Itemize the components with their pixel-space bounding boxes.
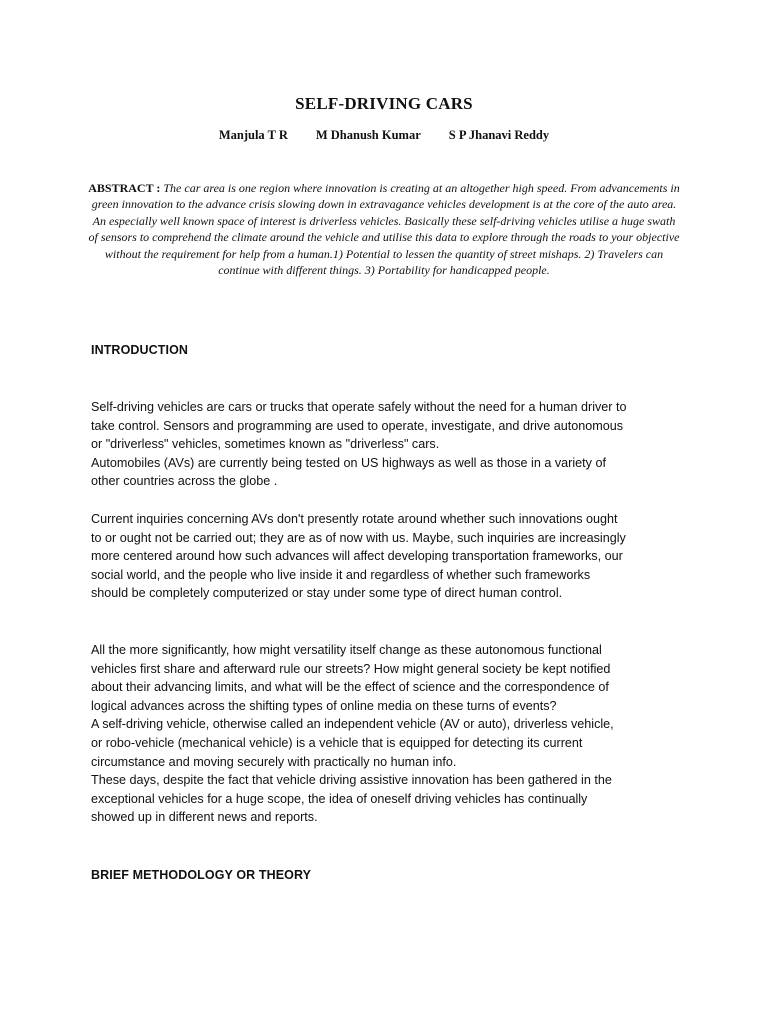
text-line: showed up in different news and reports. <box>91 810 318 825</box>
text-line: or "driverless" vehicles, sometimes known as "driverless" cars. <box>91 437 440 452</box>
text-line: Current inquiries concerning AVs don't presently rotate around whether such innovations ought <box>91 512 618 526</box>
text-line: All the more significantly, how might versatility itself change as these autonomous functional <box>91 643 602 657</box>
text-line: A self-driving vehicle, otherwise called an independent vehicle (AV or auto), driverless vehicle, <box>91 717 614 732</box>
text-line: vehicles first share and afterward rule our streets? How might general society be kept notified <box>91 661 611 676</box>
text-line: should be completely computerized or stay under some type of direct human control. <box>91 586 563 601</box>
text-line: take control. Sensors and programming are used to operate, investigate, and drive autonomous <box>91 418 624 433</box>
abstract-label: ABSTRACT : <box>88 181 161 195</box>
author-list <box>0 128 768 143</box>
text-line: social world, and the people who live inside it and regardless of whether such frameworks <box>91 567 591 582</box>
section-heading-methodology: BRIEF METHODOLOGY OR THEORY <box>91 868 312 882</box>
body-paragraph <box>91 398 691 491</box>
text-line: Self-driving vehicles are cars or trucks that operate safely without the need for a human driver to <box>91 400 627 414</box>
text-line: circumstance and moving securely with practically no human info. <box>91 754 457 769</box>
text-line: or robo-vehicle (mechanical vehicle) is a vehicle that is equipped for detecting its current <box>91 735 583 750</box>
author-name: Manjula T R <box>218 128 288 142</box>
body-paragraph <box>91 510 691 603</box>
text-line: Automobiles (AVs) are currently being tested on US highways as well as those in a variety of <box>91 455 606 470</box>
text-line: to or ought not be carried out; they are as of now with us. Maybe, such inquiries are increasingly <box>91 530 626 545</box>
text-line: exceptional vehicles for a huge scope, the idea of oneself driving vehicles has continually <box>91 791 588 806</box>
author-name: S P Jhanavi Reddy <box>448 128 550 142</box>
author-name: M Dhanush Kumar <box>315 128 421 142</box>
section-heading-introduction: INTRODUCTION <box>91 343 189 357</box>
text-line: other countries across the globe . <box>91 474 278 489</box>
text-line: about their advancing limits, and what will be the effect of science and the correspondence of <box>91 680 609 695</box>
abstract <box>88 180 680 278</box>
text-line: These days, despite the fact that vehicle driving assistive innovation has been gathered in the <box>91 773 612 788</box>
text-line: logical advances across the shifting types of online media on these turns of events? <box>91 698 557 713</box>
abstract-text: The car area is one region where innovation is creating at an altogether high speed. From advancements in green innovation to the advance crisis slowing down in extravagance vehicles development is at the core of the auto area. An especially well known space of interest is driverless vehicles. Basically these self-driving vehicles utilise a huge swath of sensors to comprehend the climate around the vehicle and utilise this data to explore through the roads to your objective without the requirement for help from a human.1) Potential to lessen the quantity of street mishaps. 2) Travelers can continue with different things. 3) Portability for handicapped people. <box>88 181 680 278</box>
text-line: more centered around how such advances will affect developing transportation frameworks, our <box>91 549 623 564</box>
body-paragraph <box>91 641 691 827</box>
paper-title: SELF-DRIVING CARS <box>295 94 473 113</box>
